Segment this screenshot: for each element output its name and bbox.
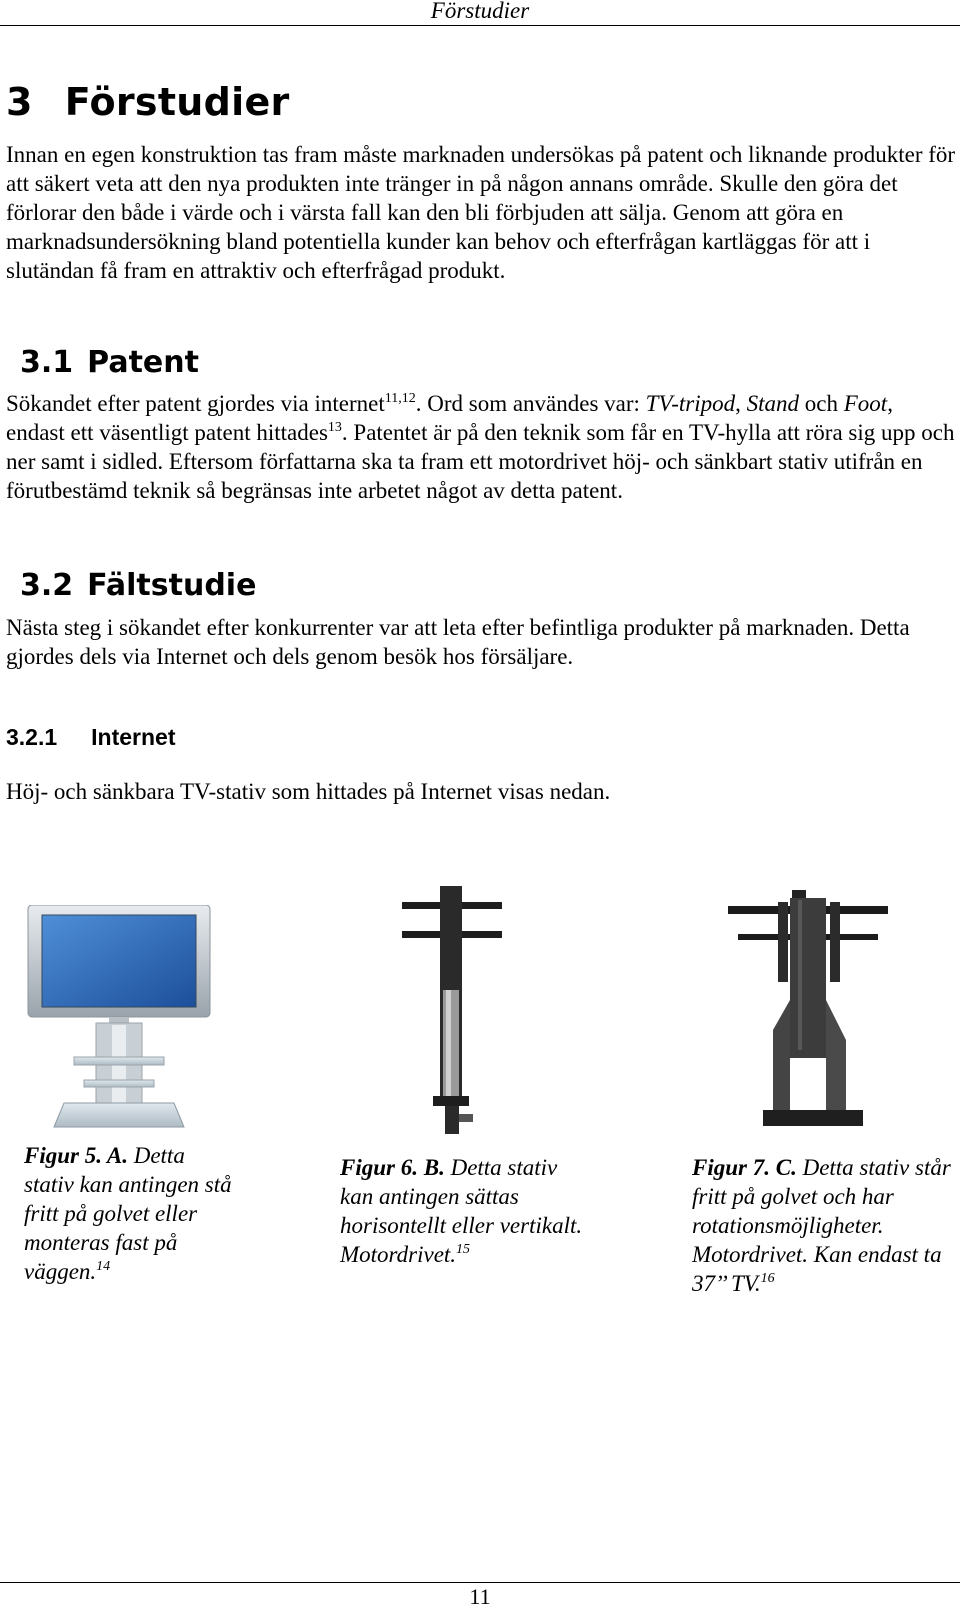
patent-text: Sökandet efter patent gjordes via internet <box>6 391 385 416</box>
patent-paragraph <box>6 389 956 505</box>
floor-stand-image <box>718 890 898 1130</box>
patent-text: och <box>799 391 844 416</box>
figure-caption <box>24 1141 234 1286</box>
patent-text: , endast ett väsentligt patent hittades <box>6 391 893 445</box>
subsection-number: 3.2.1 <box>6 724 58 750</box>
section-heading-faltstudie <box>20 568 256 603</box>
figure-caption <box>692 1153 954 1298</box>
running-header: Förstudier <box>430 0 530 23</box>
figure-caption-text: Detta stativ kan antingen stå fritt på golvet eller monteras fast på väggen. <box>24 1143 232 1284</box>
figure-caption-text: Detta stativ kan antingen sättas horisontellt eller vertikalt. Motordrivet. <box>340 1155 583 1267</box>
chapter-heading <box>6 80 290 124</box>
footnote-ref: 16 <box>760 1271 775 1286</box>
footnote-ref: 14 <box>96 1259 111 1274</box>
motorized-column-image <box>400 886 510 1136</box>
search-term: Stand <box>746 391 800 416</box>
footnote-ref: 15 <box>456 1242 471 1257</box>
section-number: 3.2 <box>20 568 74 603</box>
figure-label: Figur 6. B. <box>340 1155 445 1180</box>
chapter-number: 3 <box>6 80 33 124</box>
internet-paragraph: Höj- och sänkbara TV-stativ som hittades på Internet visas nedan. <box>6 779 611 804</box>
section-title: Fältstudie <box>87 568 257 603</box>
patent-text: . Ord som användes var: <box>415 391 646 416</box>
subsection-heading-internet <box>6 724 176 751</box>
footnote-ref: 11,12 <box>384 391 416 406</box>
tv-glass-stand-image <box>24 905 214 1135</box>
section-heading-patent <box>20 345 199 380</box>
page-number: 11 <box>469 1584 491 1609</box>
section-number: 3.1 <box>20 345 74 380</box>
chapter-title: Förstudier <box>64 80 290 124</box>
figure-caption-text: Detta stativ står fritt på golvet och har rotationsmöjligheter. Motordrivet. Kan endast ta 37’’ TV. <box>692 1155 951 1296</box>
faltstudie-paragraph: Nästa steg i sökandet efter konkurrenter var att leta efter befintliga produkter på marknaden. Detta gjordes dels via Internet och dels genom besök hos försäljare. <box>6 615 910 669</box>
header-rule <box>0 25 960 26</box>
figure-caption <box>340 1153 590 1269</box>
search-term: Foot <box>843 391 888 416</box>
patent-text: . Patentet är på den teknik som får en TV-hylla att röra sig upp och ner samt i sidled. Eftersom författarna ska ta fram ett motordrivet höj- och sänkbart stativ utifrån en förutbestämd teknik så begränsas inte arbetet något av detta patent. <box>6 420 955 503</box>
intro-paragraph: Innan en egen konstruktion tas fram måste marknaden undersökas på patent och liknande produkter för att säkert veta att den nya produkten inte tränger in på någon annans område. Skulle den göra det förlorar den både i värde och i värsta fall kan den bli förbjuden att sälja. Genom att göra en marknadsundersökning bland potentiella kunder kan behov och efterfrågan kartläggas för att i slutändan få fram en attraktiv och efterfrågad produkt. <box>6 142 956 283</box>
subsection-title: Internet <box>91 724 176 750</box>
section-title: Patent <box>87 345 199 380</box>
figure-label: Figur 7. C. <box>692 1155 797 1180</box>
patent-text: , <box>735 391 747 416</box>
footer-rule <box>0 1582 960 1583</box>
search-term: TV-tripod <box>645 391 736 416</box>
footnote-ref: 13 <box>327 420 342 435</box>
figure-label: Figur 5. A. <box>24 1143 128 1168</box>
